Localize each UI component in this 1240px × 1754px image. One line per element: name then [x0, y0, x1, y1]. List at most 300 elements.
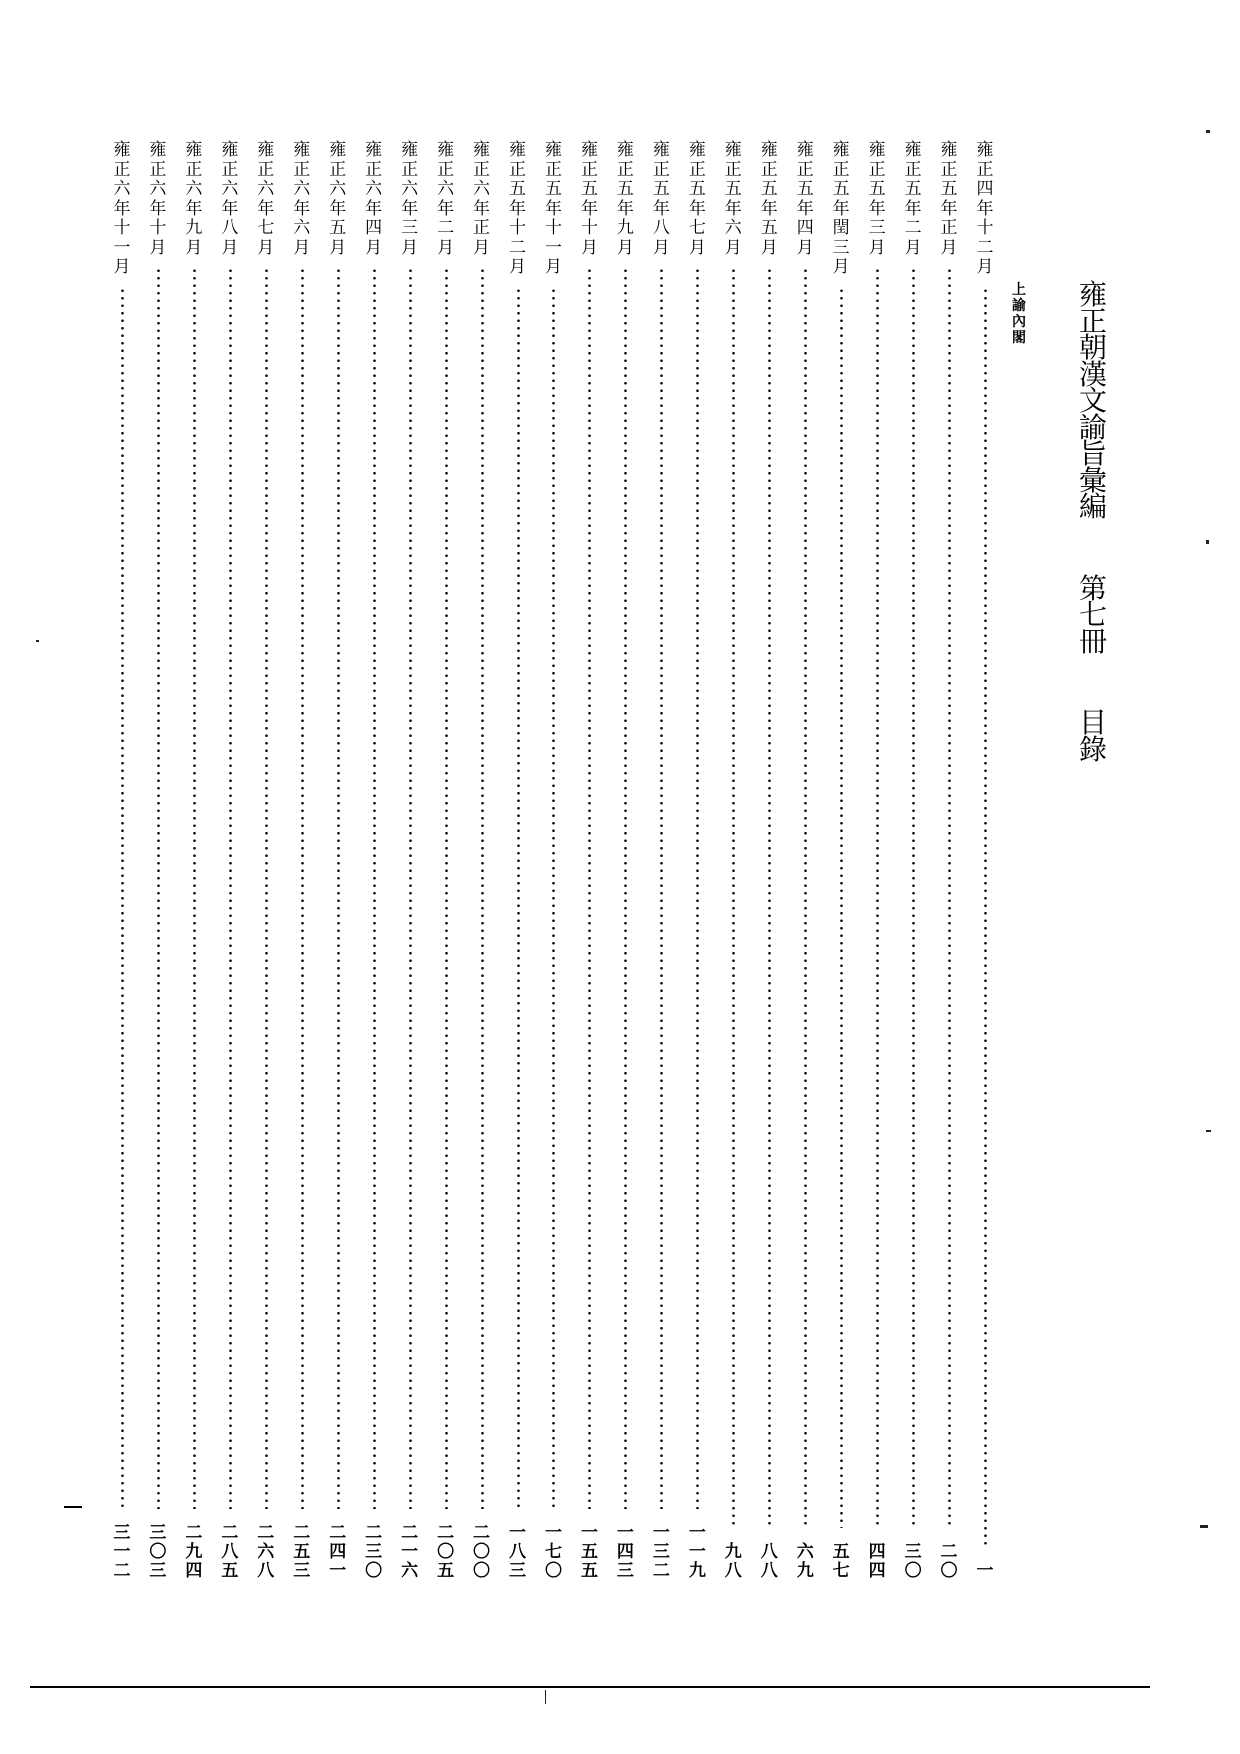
page-number — [254, 1525, 278, 1582]
glyph: 彙 — [1078, 463, 1107, 497]
glyph: 一 — [976, 1561, 994, 1581]
glyph: 三 — [113, 1523, 131, 1543]
glyph: 八 — [652, 218, 670, 238]
glyph: 五 — [724, 179, 742, 199]
toc-entry[interactable] — [649, 142, 673, 1582]
glyph: 正 — [940, 159, 958, 180]
entry-label — [290, 142, 314, 259]
page-number — [326, 1525, 350, 1582]
page-number — [793, 1544, 817, 1582]
glyph: 五 — [940, 179, 958, 199]
glyph: 年 — [293, 198, 311, 219]
glyph: 月 — [796, 237, 814, 258]
glyph: 二 — [904, 218, 922, 238]
glyph: 月 — [185, 237, 203, 258]
glyph: 六 — [401, 179, 419, 199]
entry-label — [721, 142, 745, 259]
glyph: 六 — [257, 1542, 275, 1562]
glyph: 月 — [832, 257, 850, 277]
dot-leader — [265, 267, 268, 1509]
glyph: 三 — [365, 1542, 383, 1562]
glyph: 九 — [185, 218, 203, 238]
glyph: 正 — [329, 159, 347, 180]
toc-entry[interactable] — [218, 142, 242, 1582]
toc-entry[interactable] — [937, 142, 961, 1582]
glyph: 月 — [329, 237, 347, 258]
glyph: 二 — [221, 1523, 239, 1543]
glyph: 六 — [401, 1561, 419, 1581]
glyph: 月 — [976, 257, 994, 277]
glyph: 月 — [904, 237, 922, 258]
glyph: 月 — [724, 237, 742, 258]
glyph: 正 — [652, 159, 670, 180]
glyph: 四 — [616, 1542, 634, 1562]
dot-leader — [193, 267, 196, 1509]
entry-label — [793, 142, 817, 259]
page-number — [398, 1525, 422, 1582]
glyph: 月 — [221, 237, 239, 258]
glyph: 三 — [904, 1542, 922, 1562]
glyph: 雍 — [940, 140, 958, 160]
glyph: 〇 — [149, 1542, 167, 1562]
toc-entry[interactable] — [182, 142, 206, 1582]
page-number — [973, 1563, 997, 1582]
glyph: 月 — [257, 237, 275, 258]
toc-entry[interactable] — [110, 142, 134, 1582]
glyph: 年 — [509, 198, 527, 219]
dot-leader — [804, 267, 807, 1528]
glyph: 編 — [1078, 490, 1107, 523]
glyph: 年 — [329, 198, 347, 219]
glyph: 五 — [580, 1542, 598, 1562]
glyph: 六 — [149, 179, 167, 199]
glyph: 七 — [688, 218, 706, 238]
dot-leader — [912, 267, 915, 1528]
dot-leader — [301, 267, 304, 1509]
toc-entry[interactable] — [326, 142, 350, 1582]
dot-leader — [409, 267, 412, 1509]
glyph: 閏 — [832, 218, 850, 238]
toc-entry[interactable] — [506, 142, 530, 1582]
glyph: 雍 — [185, 140, 203, 160]
glyph: 月 — [580, 237, 598, 258]
glyph: 月 — [544, 257, 562, 277]
glyph: 正 — [796, 159, 814, 180]
page-number — [434, 1525, 458, 1582]
glyph: 二 — [257, 1523, 275, 1543]
glyph: 一 — [688, 1523, 706, 1543]
page-number — [470, 1525, 494, 1582]
page-number — [721, 1544, 745, 1582]
glyph: 雍 — [149, 140, 167, 160]
glyph: 九 — [616, 218, 634, 238]
glyph: 五 — [544, 179, 562, 199]
entry-label — [218, 142, 242, 259]
entry-label — [254, 142, 278, 259]
page-number — [290, 1525, 314, 1582]
glyph: 正 — [473, 159, 491, 180]
glyph: 六 — [185, 179, 203, 199]
glyph: 正 — [760, 159, 778, 180]
toc-entry[interactable] — [685, 142, 709, 1582]
glyph: 年 — [221, 198, 239, 219]
glyph: 二 — [401, 1523, 419, 1543]
glyph: 五 — [616, 179, 634, 199]
glyph: 年 — [832, 198, 850, 219]
glyph: 六 — [365, 179, 383, 199]
glyph: 二 — [437, 218, 455, 238]
page-number — [110, 1525, 134, 1582]
glyph: 目 — [1078, 706, 1107, 739]
entry-label — [434, 142, 458, 259]
glyph: 正 — [688, 159, 706, 180]
entry-label — [506, 142, 530, 279]
glyph: 一 — [544, 237, 562, 258]
toc-entry[interactable] — [541, 142, 565, 1582]
glyph: 六 — [437, 179, 455, 199]
glyph: 月 — [760, 237, 778, 258]
dot-leader — [373, 267, 376, 1509]
glyph: 〇 — [904, 1561, 922, 1581]
glyph: 雍 — [509, 140, 527, 160]
glyph: 一 — [113, 237, 131, 258]
glyph: 年 — [580, 198, 598, 219]
glyph: 雍 — [760, 140, 778, 160]
glyph: 雍 — [1078, 278, 1107, 311]
dot-leader — [660, 267, 663, 1509]
glyph: 雍 — [868, 140, 886, 160]
glyph: 正 — [509, 159, 527, 180]
glyph: 一 — [401, 1542, 419, 1562]
glyph: 八 — [509, 1542, 527, 1562]
glyph: 月 — [688, 237, 706, 258]
glyph: 文 — [1078, 384, 1107, 417]
glyph: 正 — [580, 159, 598, 180]
dot-leader — [552, 287, 555, 1510]
book-title — [1076, 278, 1110, 766]
glyph: 錄 — [1078, 732, 1107, 766]
glyph: 內 — [1012, 314, 1026, 330]
page-number — [937, 1544, 961, 1582]
page-bottom-rule — [30, 1686, 1150, 1688]
glyph: 雍 — [473, 140, 491, 160]
page-number — [146, 1525, 170, 1582]
glyph: 雍 — [580, 140, 598, 160]
glyph: 雍 — [832, 140, 850, 160]
glyph: 二 — [652, 1561, 670, 1581]
entry-label — [182, 142, 206, 259]
glyph: 二 — [293, 1523, 311, 1543]
glyph: 正 — [904, 159, 922, 180]
glyph: 〇 — [473, 1561, 491, 1581]
glyph: 〇 — [437, 1542, 455, 1562]
glyph: 二 — [365, 1523, 383, 1543]
entry-label — [398, 142, 422, 259]
page-number — [829, 1544, 853, 1582]
glyph: 一 — [688, 1542, 706, 1562]
entry-label — [146, 142, 170, 259]
glyph: 年 — [401, 198, 419, 219]
glyph: 雍 — [401, 140, 419, 160]
glyph: 一 — [580, 1523, 598, 1543]
glyph: 月 — [437, 237, 455, 258]
glyph: 四 — [868, 1561, 886, 1581]
dot-leader — [445, 267, 448, 1509]
glyph: 六 — [293, 179, 311, 199]
glyph: 二 — [437, 1523, 455, 1543]
glyph: 五 — [904, 179, 922, 199]
glyph: 月 — [365, 237, 383, 258]
glyph: 正 — [1078, 304, 1107, 338]
page-number — [649, 1525, 673, 1582]
glyph: 年 — [616, 198, 634, 219]
glyph: 上 — [1012, 282, 1026, 298]
glyph: 三 — [293, 1561, 311, 1581]
glyph: 四 — [868, 1542, 886, 1562]
glyph: 年 — [724, 198, 742, 219]
entry-label — [865, 142, 889, 259]
glyph: 六 — [257, 179, 275, 199]
glyph: 正 — [257, 159, 275, 180]
glyph: 月 — [652, 237, 670, 258]
glyph: 一 — [329, 1561, 347, 1581]
entry-label — [470, 142, 494, 259]
glyph: 三 — [652, 1542, 670, 1562]
toc-entry[interactable] — [793, 142, 817, 1582]
glyph: 月 — [113, 257, 131, 277]
toc-entry[interactable] — [470, 142, 494, 1582]
glyph: 一 — [544, 1523, 562, 1543]
glyph: 雍 — [544, 140, 562, 160]
dot-leader — [588, 267, 591, 1509]
glyph: 雍 — [257, 140, 275, 160]
glyph: 正 — [724, 159, 742, 180]
entry-label — [757, 142, 781, 259]
glyph: 二 — [940, 1542, 958, 1562]
entry-label — [901, 142, 925, 259]
dot-leader — [768, 267, 771, 1528]
glyph: 四 — [365, 218, 383, 238]
glyph: 雍 — [724, 140, 742, 160]
glyph: 月 — [293, 237, 311, 258]
glyph: 二 — [976, 237, 994, 258]
entry-label — [685, 142, 709, 259]
glyph: 九 — [185, 1542, 203, 1562]
section-title — [1078, 706, 1107, 766]
left-margin-mark — [64, 1506, 82, 1508]
dot-leader — [229, 267, 232, 1509]
glyph: 雍 — [616, 140, 634, 160]
glyph: 正 — [221, 159, 239, 180]
glyph: 十 — [149, 218, 167, 238]
glyph: 旨 — [1078, 437, 1107, 470]
glyph: 正 — [940, 218, 958, 238]
glyph: 十 — [113, 218, 131, 238]
glyph: 正 — [149, 159, 167, 180]
glyph: 朝 — [1078, 331, 1107, 364]
glyph: 六 — [796, 1542, 814, 1562]
glyph: 二 — [185, 1523, 203, 1543]
glyph: 雍 — [113, 140, 131, 160]
glyph: 五 — [760, 218, 778, 238]
scan-speck — [1200, 1525, 1208, 1528]
glyph: 九 — [688, 1561, 706, 1581]
glyph: 三 — [401, 218, 419, 238]
glyph: 五 — [293, 1542, 311, 1562]
glyph: 七 — [544, 1542, 562, 1562]
glyph: 六 — [473, 179, 491, 199]
glyph: 六 — [293, 218, 311, 238]
toc-entry[interactable] — [829, 142, 853, 1582]
glyph: 月 — [149, 237, 167, 258]
glyph: 雍 — [365, 140, 383, 160]
glyph: 六 — [113, 179, 131, 199]
glyph: 正 — [401, 159, 419, 180]
scan-speck — [545, 1690, 546, 1704]
glyph: 正 — [113, 159, 131, 180]
glyph: 雍 — [221, 140, 239, 160]
glyph: 六 — [329, 179, 347, 199]
glyph: 三 — [868, 218, 886, 238]
glyph: 年 — [904, 198, 922, 219]
glyph: 三 — [149, 1561, 167, 1581]
glyph: 二 — [329, 1523, 347, 1543]
glyph: 五 — [580, 1561, 598, 1581]
glyph: 年 — [437, 198, 455, 219]
glyph: 二 — [473, 1523, 491, 1543]
glyph: 七 — [832, 1561, 850, 1581]
toc-entry[interactable] — [362, 142, 386, 1582]
glyph: 五 — [760, 179, 778, 199]
toc-entry[interactable] — [613, 142, 637, 1582]
page-number — [218, 1525, 242, 1582]
dot-leader — [876, 267, 879, 1528]
glyph: 四 — [796, 218, 814, 238]
toc-entry[interactable] — [398, 142, 422, 1582]
page-number — [901, 1544, 925, 1582]
toc-entry[interactable] — [290, 142, 314, 1582]
glyph: 諭 — [1012, 298, 1026, 314]
glyph: 雍 — [437, 140, 455, 160]
glyph: 七 — [257, 218, 275, 238]
glyph: 十 — [509, 218, 527, 238]
toc-entry[interactable] — [434, 142, 458, 1582]
glyph: 九 — [796, 1561, 814, 1581]
glyph: 月 — [868, 237, 886, 258]
glyph: 年 — [940, 198, 958, 219]
dot-leader — [732, 267, 735, 1528]
glyph: 年 — [365, 198, 383, 219]
entry-label — [649, 142, 673, 259]
entry-label — [362, 142, 386, 259]
entry-label — [829, 142, 853, 279]
glyph: 五 — [509, 179, 527, 199]
glyph: 雍 — [329, 140, 347, 160]
glyph: 三 — [509, 1561, 527, 1581]
glyph: 八 — [221, 1542, 239, 1562]
scan-speck — [1206, 1130, 1211, 1132]
glyph: 〇 — [473, 1542, 491, 1562]
section-heading — [1009, 283, 1029, 347]
toc-entry[interactable] — [901, 142, 925, 1582]
glyph: 正 — [437, 159, 455, 180]
glyph: 雍 — [652, 140, 670, 160]
toc-entry[interactable] — [973, 142, 997, 1582]
glyph: 雍 — [904, 140, 922, 160]
scan-speck — [36, 640, 39, 642]
glyph: 閣 — [1012, 330, 1026, 346]
dot-leader — [984, 287, 987, 1550]
glyph: 月 — [940, 237, 958, 258]
glyph: 月 — [616, 237, 634, 258]
entry-label — [613, 142, 637, 259]
glyph: 年 — [473, 198, 491, 219]
glyph: 五 — [221, 1561, 239, 1581]
dot-leader — [696, 267, 699, 1509]
glyph: 四 — [329, 1542, 347, 1562]
entry-label — [937, 142, 961, 259]
page-number — [757, 1544, 781, 1582]
glyph: 雍 — [796, 140, 814, 160]
glyph: 雍 — [688, 140, 706, 160]
glyph: 正 — [293, 159, 311, 180]
glyph: 九 — [724, 1542, 742, 1562]
glyph: 五 — [437, 1561, 455, 1581]
glyph: 年 — [185, 198, 203, 219]
volume-number — [1078, 571, 1107, 658]
glyph: 正 — [868, 159, 886, 180]
glyph: 五 — [796, 179, 814, 199]
toc-entry[interactable] — [721, 142, 745, 1582]
glyph: 年 — [257, 198, 275, 219]
glyph: 年 — [652, 198, 670, 219]
glyph: 三 — [832, 237, 850, 258]
glyph: 〇 — [544, 1561, 562, 1581]
entry-label — [110, 142, 134, 279]
glyph: 冊 — [1078, 624, 1107, 658]
toc-entry[interactable] — [865, 142, 889, 1582]
entry-label — [577, 142, 601, 259]
glyph: 雍 — [293, 140, 311, 160]
glyph: 一 — [616, 1523, 634, 1543]
toc-entry[interactable] — [146, 142, 170, 1582]
glyph: 正 — [976, 159, 994, 180]
dot-leader — [517, 287, 520, 1510]
dot-leader — [121, 287, 124, 1510]
glyph: 四 — [976, 179, 994, 199]
glyph: 八 — [760, 1561, 778, 1581]
dot-leader — [840, 287, 843, 1529]
glyph: 諭 — [1078, 410, 1107, 444]
glyph: 年 — [149, 198, 167, 219]
dot-leader — [481, 267, 484, 1509]
toc-entry[interactable] — [757, 142, 781, 1582]
glyph: 正 — [544, 159, 562, 180]
glyph: 八 — [257, 1561, 275, 1581]
toc-entry[interactable] — [254, 142, 278, 1582]
toc-entry[interactable] — [577, 142, 601, 1582]
glyph: 〇 — [365, 1561, 383, 1581]
page-number — [685, 1525, 709, 1582]
glyph: 年 — [113, 198, 131, 219]
glyph: 十 — [544, 218, 562, 238]
glyph: 第 — [1078, 571, 1107, 605]
glyph: 十 — [580, 218, 598, 238]
glyph: 五 — [580, 179, 598, 199]
page-number — [577, 1525, 601, 1582]
glyph: 五 — [832, 1542, 850, 1562]
glyph: 八 — [221, 218, 239, 238]
